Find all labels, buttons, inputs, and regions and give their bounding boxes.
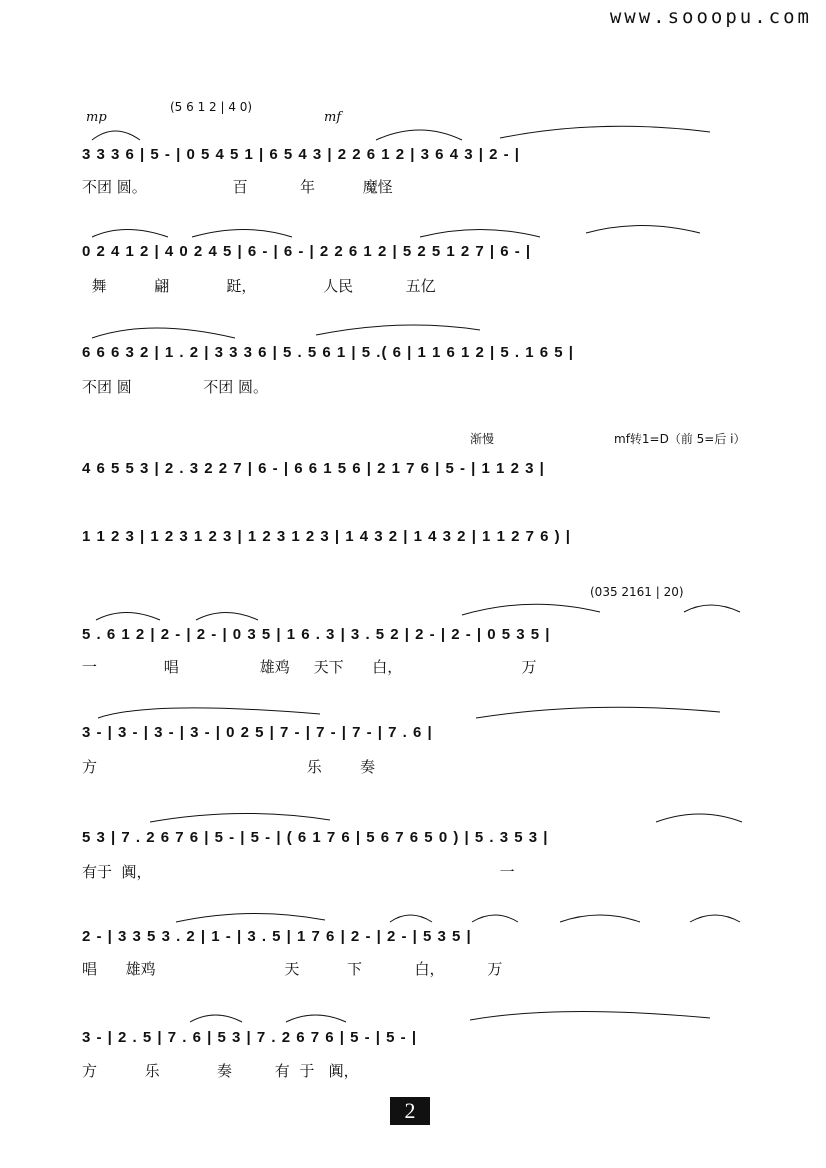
notes-line: 3 3 3 6 | 5 - | 0 5 4 5 1 | 6 5 4 3 | 2 2 6 1 2 | 3 6 4 3 | 2 - | [82, 146, 520, 163]
notes-line: 3 - | 2 . 5 | 7 . 6 | 5 3 | 7 . 2 6 7 6 | 5 - | 5 - | [82, 1029, 418, 1046]
lyrics-line: 有于 阗， 一 [82, 863, 515, 881]
dynamic-mp: mp [86, 110, 107, 125]
intro-bracket: (5 6 1 2 | 4 0) [170, 100, 253, 114]
lyrics-line: 方 乐 奏 [82, 758, 375, 776]
notes-line: 4 6 5 5 3 | 2 . 3 2 2 7 | 6 - | 6 6 1 5 6 | 2 1 7 6 | 5 - | 1 1 2 3 | [82, 460, 545, 477]
notes-line: 1 1 2 3 | 1 2 3 1 2 3 | 1 2 3 1 2 3 | 1 4 3 2 | 1 4 3 2 | 1 1 2 7 6 ) | [82, 528, 571, 545]
lyrics-line: 唱 雄鸡 天 下 白， 万 [82, 960, 503, 978]
notes-line: 3 - | 3 - | 3 - | 3 - | 0 2 5 | 7 - | 7 - | 7 - | 7 . 6 | [82, 724, 433, 741]
site-watermark: www.sooopu.com [609, 6, 812, 28]
notes-line: 6 6 6 3 2 | 1 . 2 | 3 3 3 6 | 5 . 5 6 1 | 5 .( 6 | 1 1 6 1 2 | 5 . 1 6 5 | [82, 344, 574, 361]
notes-line: 2 - | 3 3 5 3 . 2 | 1 - | 3 . 5 | 1 7 6 | 2 - | 2 - | 5 3 5 | [82, 928, 472, 945]
lyrics-line: 不团 圆。 百 年 魔怪 [82, 178, 393, 196]
page-number: 2 [390, 1097, 430, 1125]
lyrics-line: 不团 圆 不团 圆。 [82, 378, 269, 396]
lyrics-line: 舞 翩 跹， 人民 五亿 [82, 277, 436, 295]
bracket-phrase: (035 2161 | 20) [590, 585, 684, 599]
dynamic-mf: mf [324, 110, 342, 125]
notes-line: 5 . 6 1 2 | 2 - | 2 - | 0 3 5 | 1 6 . 3 | 3 . 5 2 | 2 - | 2 - | 0 5 3 5 | [82, 626, 551, 643]
lyrics-line: 一 唱 雄鸡 天下 白， 万 [82, 658, 537, 676]
notes-line: 0 2 4 1 2 | 4 0 2 4 5 | 6 - | 6 - | 2 2 6 1 2 | 5 2 5 1 2 7 | 6 - | [82, 243, 532, 260]
key-change: mf转1=D（前 5=后 i） [614, 432, 746, 446]
notes-line: 5 3 | 7 . 2 6 7 6 | 5 - | 5 - | ( 6 1 7 6 | 5 6 7 6 5 0 ) | 5 . 3 5 3 | [82, 829, 549, 846]
tempo-marking: 渐慢 [470, 432, 495, 446]
lyrics-line: 方 乐 奏 有 于 阗， [82, 1062, 359, 1080]
